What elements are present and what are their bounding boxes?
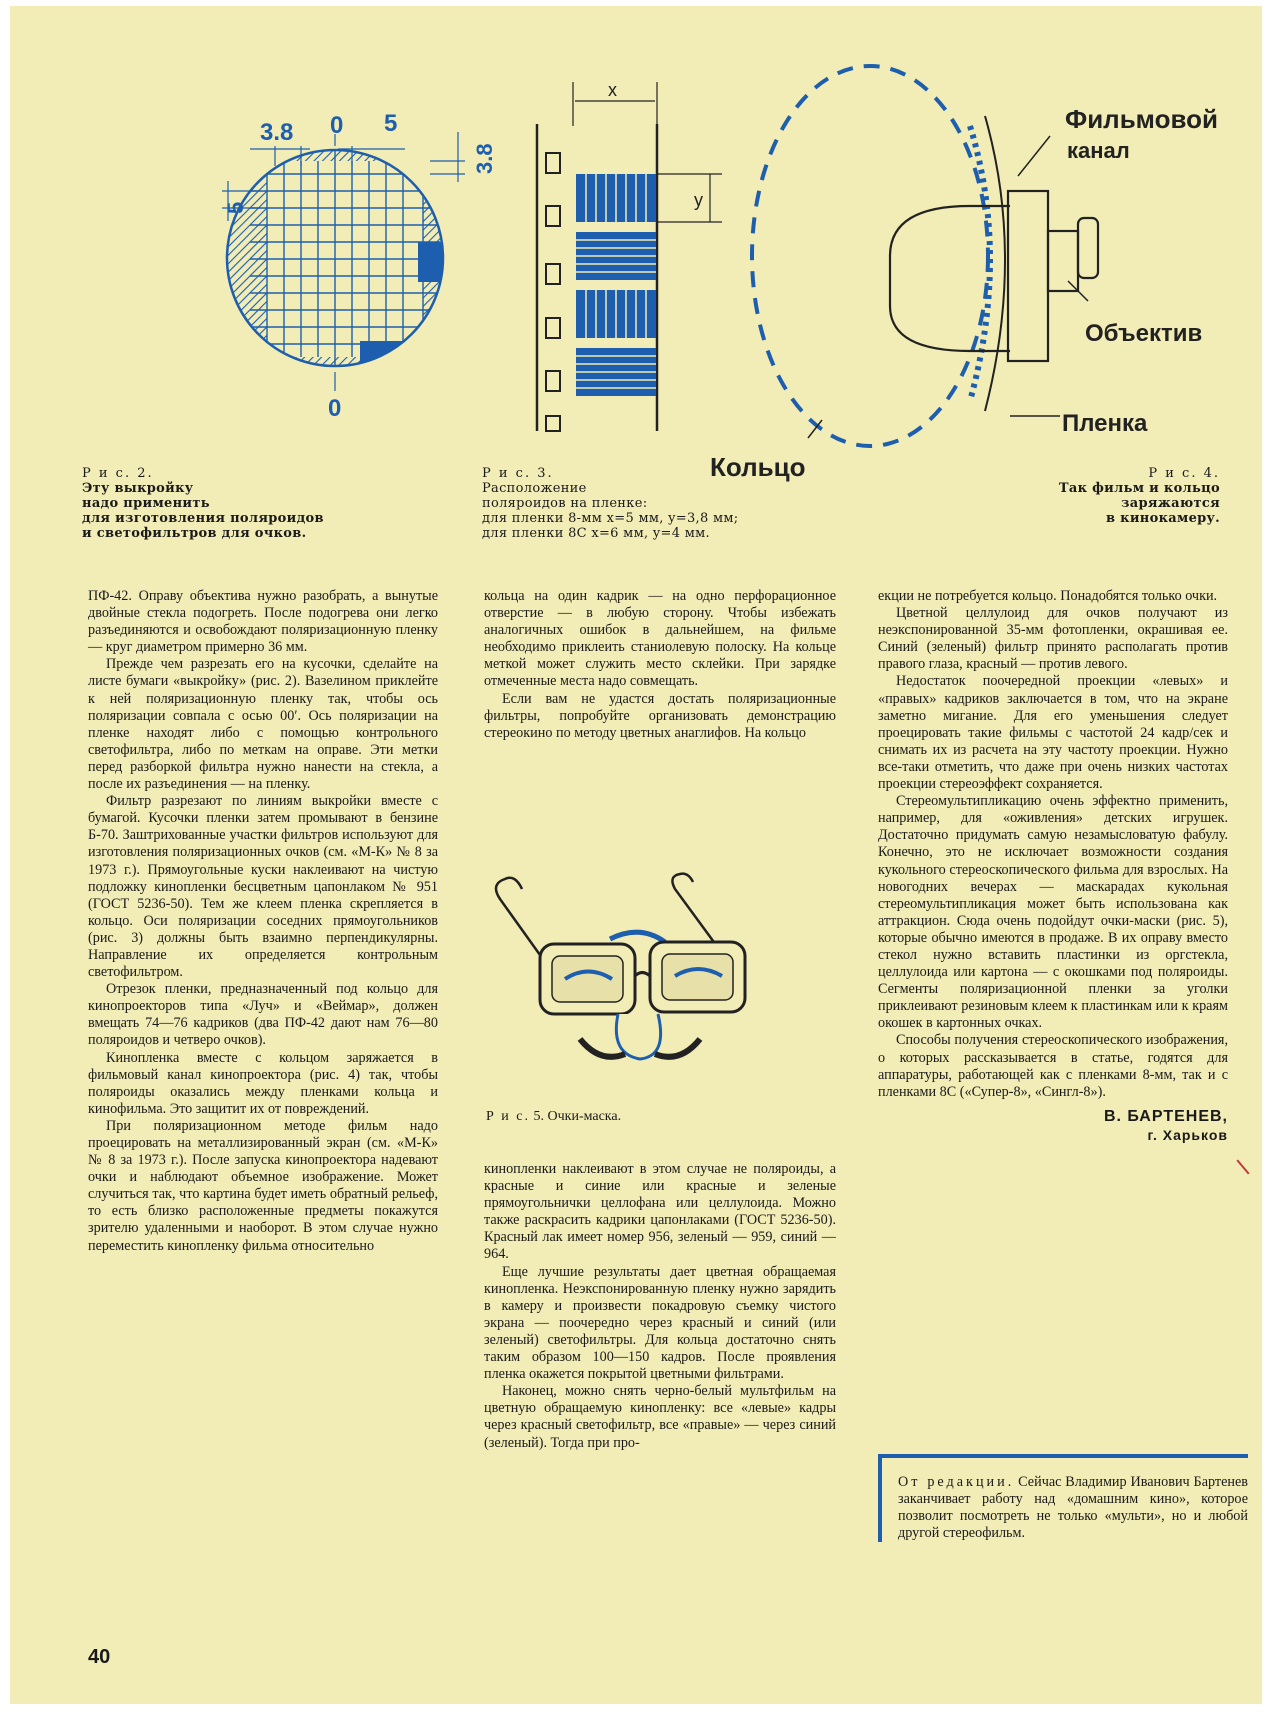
fig2-dim-0-top: 0 [330,112,344,139]
col3-paragraph: екции не потребуется кольцо. Понадобятся только очки. [878,588,1218,604]
fig5-glasses-mask [490,864,790,1074]
fig4-label-channel-1: Фильмовой [1065,104,1218,134]
fig2-dim-5: 5 [384,110,398,137]
col2-paragraph: Наконец, можно снять черно-белый мультфильм на цветную обращаемую кинопленку: все «левые» кадры через красный светофильтр, все «правые» — через синий (зеленый). Тогда при про- [484,1383,836,1451]
col2-paragraph: Еще лучшие результаты дает цветная обращаемая кинопленка. Неэкспонированную пленку нужно зарядить в камеру и произвести покадровую съемку чистого экрана — поочередно через красный и синий (или зеленый) светофильтры. Для кольца достаточно снять таким образом 100—150 кадров. После проявления пленка окажется покрытой цветными фильтрами. [484,1263,836,1383]
figures-area [10,6,1262,566]
editorial-text: Сейчас Владимир Иванович Бартенев заканчивает работу над «домашним кино», которое позволит посмотреть не только «мульти», но и любой другой стереофильм. [898,1474,1248,1542]
editorial-lead: От редакции. [898,1474,1015,1490]
col1-paragraph: ПФ-42. Оправу объектива нужно разобрать, а вынутые двойные стекла подогреть. После подогрева они легко разъединяются и освобождают поляризационную пленку — круг диаметром примерно 36 мм. [88,588,438,656]
col1-paragraph: При поляризационном методе фильм надо проецировать на металлизированный экран (см. «М-К» № 8 за 1973 г.). После запуска кинопроектора надевают очки и наблюдают объемное изображение. Может случиться так, что картина будет иметь обратный рельеф, то есть близко расположенные предметы покажутся зрителю удаленными и наоборот. В этом случае нужно переместить кинопленку фильма относительно [88,1117,438,1254]
magazine-page [10,6,1262,1704]
fig2-diagram [220,110,497,422]
red-pen-mark [1236,1159,1249,1174]
fig4-label-ring: Кольцо [710,452,806,482]
fig3-diagram [537,80,722,431]
fig3-caption: Р и с. 3. Расположение поляроидов на пленке: для пленки 8-мм x=5 мм, y=3,8 мм; для пленки 8С x=6 мм, y=4 мм. [482,466,739,541]
fig5-caption: Р и с. 5. Очки-маска. [486,1109,622,1124]
fig2-dim-3-8-right: 3.8 [472,143,497,174]
col3-paragraph: Стереомультипликацию очень эффектно применить, например, для «оживления» детских игрушек. Достаточно придумать самую незамысловатую фабулу. Конечно, это не исключает возможности создания кукольного стереоскопического фильма для взрослых. На новогодних вечерах — маскарадах кукольная стереомультипликация может быть использована как аттракцион. Сюда очень подойдут очки-маски (рис. 5), которые обычно имеются в продаже. В их оправу вместо стекол нужно вставить пластинки из оргстекла, целлулоида или картона — с окошками под поляроиды. Сегменты поляризационной пленки за уголки приклеивают резиновым клеем к пластинкам или к краям окошек в картонных очках. [878,793,1228,1032]
column-1 [88,588,438,1255]
fig4-label-channel-2: канал [1067,138,1130,163]
fig4-diagram [710,66,1218,482]
col1-paragraph: Прежде чем разрезать его на кусочки, сделайте на листе бумаги «выкройку» (рис. 2). Вазелином приклейте к ней поляризационную пленку так, чтобы ось поляризации совпала с осью 00′. Ось поляризации на пленке находят либо с помощью контрольного светофильтра, либо по меткам на оправе. Эти метки перед разборкой фильтра нужно нанести на стекла, а после их разъединения — на пленку. [88,656,438,793]
fig3-dim-x: x [608,80,617,100]
col1-paragraph: Кинопленка вместе с кольцом заряжается в фильмовый канал кинопроектора (рис. 4) так, чтобы поляроиды оказались между пленками кольца и кинофильма. Это защитит их от повреждений. [88,1049,438,1117]
col2-paragraph: кольца на один кадрик — на одно перфорационное отверстие — в любую сторону. Чтобы избежать аналогичных ошибок в дальнейшем, на фильме необходимо приклеить станиолевую полоску. На кольце меткой может служить место склейки. При зарядке отмеченные места надо совмещать. [484,588,836,690]
column-2-top [484,588,836,742]
author-city: г. Харьков [1147,1126,1228,1143]
fig3-dim-y: y [694,190,703,210]
page-number: 40 [88,1646,111,1668]
fig2-caption: Р и с. 2. Эту выкройку надо применить для изготовления поляроидов и светофильтров для очков. [82,466,324,541]
fig2-dim-3-8: 3.8 [260,119,294,146]
col3-paragraph: Цветной целлулоид для очков получают из неэкспонированной 35-мм фотопленки, окрашивая ее. Синий (зеленый) фильтр принято располагать против правого глаза, красный — против левого. [878,605,1228,673]
col2-paragraph: кинопленки наклеивают в этом случае не поляроиды, а красные и синие или красные и зеленые прямоугольнички целлофана или целлулоида. Можно также раскрасить кадрики цапонлаками (ГОСТ 5236-50). Красный лак имеет номер 956, зеленый — 959, синий — 964. [484,1161,836,1263]
fig4-label-film: Пленка [1062,410,1148,437]
column-2-bottom [484,1161,836,1452]
col3-paragraph: Способы получения стереоскопического изображения, о которых рассказывается в статье, годятся для аппаратуры, работающей как с пленками 8-мм, так и с пленками 8С («Супер-8», «Сингл-8»). [878,1032,1228,1100]
col1-paragraph: Отрезок пленки, предназначенный под кольцо для кинопроекторов типа «Луч» и «Веймар», должен вмещать 74—76 кадриков (два ПФ-42 дают нам 76—80 поляроидов и четверо очков). [88,981,438,1049]
author-signature: В. БАРТЕНЕВ, [1103,1107,1228,1125]
fig2-dim-5-left: 5 [223,201,248,214]
col2-paragraph: Если вам не удастся достать поляризационные фильтры, попробуйте организовать демонстрацию стереокино по методу цветных анаглифов. На кольцо [484,690,836,741]
fig2-dim-0-bottom: 0 [328,395,342,422]
column-3 [878,588,1228,1144]
fig4-caption: Р и с. 4. Так фильм и кольцо заряжаются в кинокамеру. [1058,466,1220,526]
col3-paragraph: Недостаток поочередной проекции «левых» и «правых» кадриков заключается в том, что на экране заметно мигание. Для его уменьшения следует проецировать такие фильмы с частотой 24 кадр/сек и снимать их из расчета на эту частоту проекции. Нужно все-таки отметить, что даже при очень низких частотах проекции стереоэффект сохраняется. [878,673,1228,793]
fig4-label-lens: Объектив [1085,320,1203,347]
editorial-note [878,1454,1248,1542]
col1-paragraph: Фильтр разрезают по линиям выкройки вместе с бумагой. Кусочки пленки затем промывают в бензине Б-70. Заштрихованные участки фильтров используют для изготовления поляризационных очков (см. «М-К» № 8 за 1973 г.). Прямоугольные куски наклеивают на чистую подложку кинопленки бесцветным цапонлаком № 951 (ГОСТ 5236-50). Тем же клеем пленка скрепляется в кольцо. Оси поляризации соседних прямоугольников (рис. 3) должны быть взаимно перпендикулярны. Направление их определяется контрольным светофильтром. [88,793,438,981]
